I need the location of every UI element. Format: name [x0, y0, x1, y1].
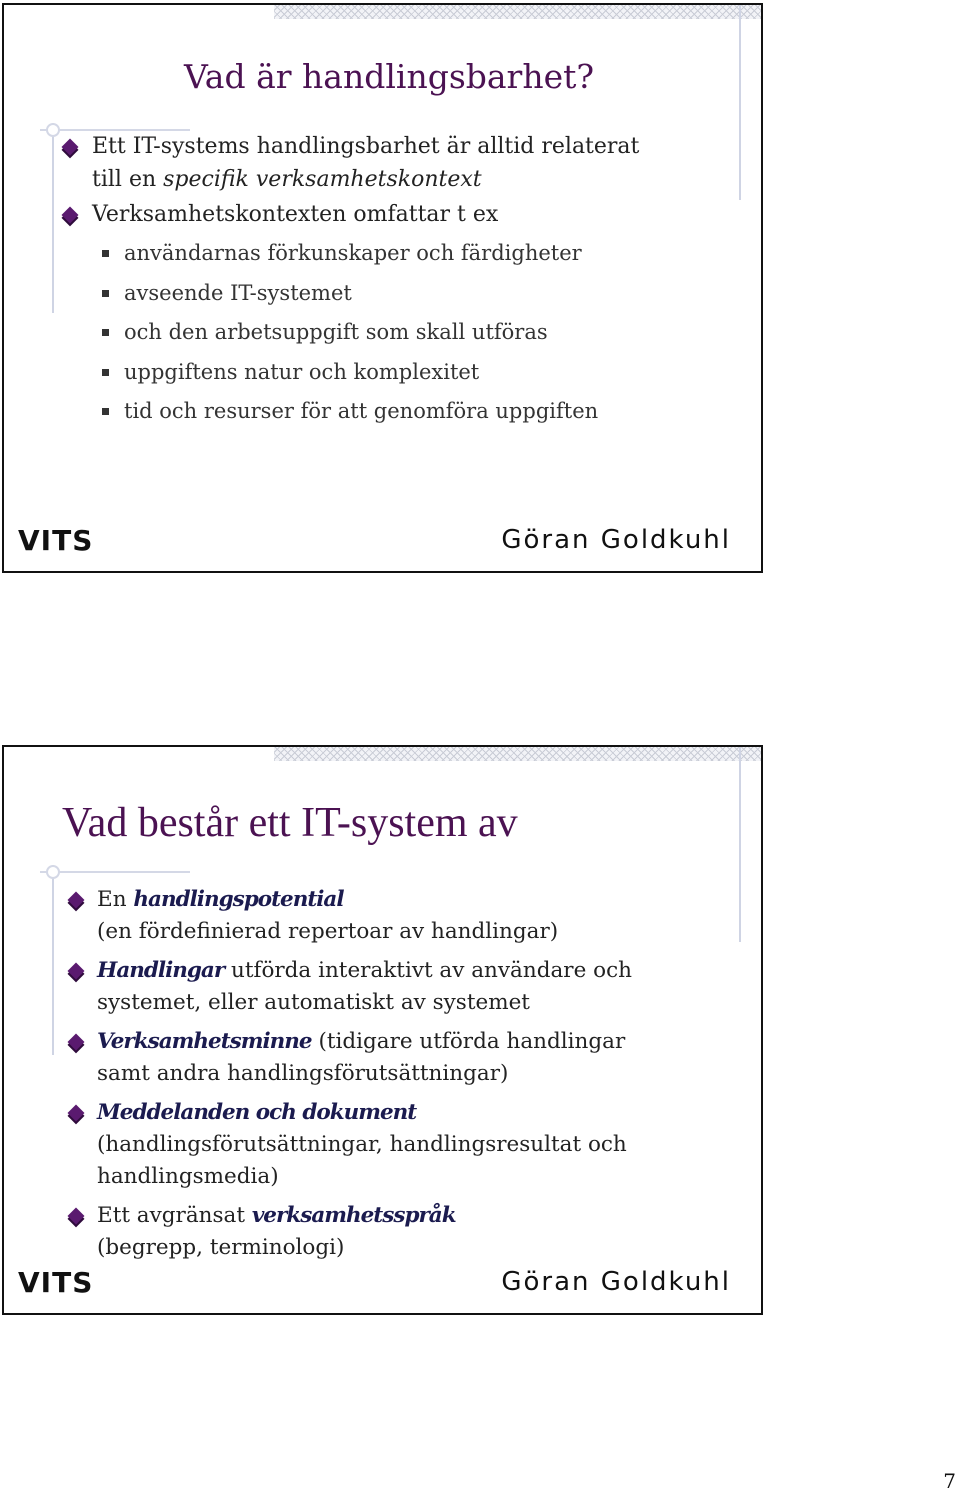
slide-1 [2, 3, 763, 573]
bullet-item [70, 1200, 750, 1264]
diamond-bullet-icon [62, 207, 79, 224]
bullet-item [64, 196, 744, 234]
diamond-bullet-icon [68, 892, 85, 909]
bullet-emphasis: Handlingar [97, 958, 225, 983]
sub-bullet-text: uppgiftens natur och komplexitet [124, 359, 480, 384]
diamond-bullet-icon [68, 1208, 85, 1225]
slide-body [70, 884, 750, 1271]
bullet-emphasis: verksamhetsspråk [251, 1203, 456, 1228]
bullet-text: samt andra handlingsförutsättningar) [97, 1061, 509, 1086]
bullet-text: Ett avgränsat [97, 1203, 252, 1228]
vits-logo: VITS [18, 1266, 94, 1299]
square-bullet-icon [102, 329, 109, 336]
sub-bullet-item [64, 274, 744, 314]
diamond-bullet-icon [68, 963, 85, 980]
diamond-bullet-icon [68, 1034, 85, 1051]
bullet-emphasis: Meddelanden och dokument [97, 1100, 417, 1125]
sub-bullet-item [64, 353, 744, 393]
bullet-item [64, 130, 744, 196]
bullet-text: Ett IT-systems handlingsbarhet är alltid relaterat [92, 134, 640, 159]
decor-ring [46, 123, 60, 137]
bullet-text: (handlingsförutsättningar, handlingsresultat och [97, 1132, 627, 1157]
bullet-text: systemet, eller automatiskt av systemet [97, 990, 530, 1015]
bullet-item [70, 884, 750, 948]
decor-line-vertical-left [52, 123, 54, 313]
decor-line-vertical-left [52, 865, 54, 1055]
sub-bullet-text: tid och resurser för att genomföra uppgiften [124, 399, 599, 423]
sub-bullet-text: avseende IT-systemet [124, 280, 352, 305]
bullet-item [70, 955, 750, 1019]
sub-bullet-item [64, 234, 744, 274]
decor-line-horizontal [40, 871, 190, 873]
vits-logo: VITS [18, 524, 94, 557]
bullet-item [70, 1026, 750, 1090]
sub-bullet-item [64, 392, 744, 432]
author-name: Göran Goldkuhl [501, 525, 731, 555]
square-bullet-icon [102, 408, 109, 415]
bullet-emphasis: handlingspotential [133, 887, 344, 912]
bullet-text: (begrepp, terminologi) [97, 1235, 345, 1260]
bullet-text: (en fördefinierad repertoar av handlingar) [97, 919, 559, 944]
bullet-text: (tidigare utförda handlingar [311, 1029, 626, 1054]
slide-body [64, 130, 744, 432]
author-name: Göran Goldkuhl [501, 1267, 731, 1297]
bullet-text: utförda interaktivt av användare och [224, 958, 632, 983]
bullet-text: Verksamhetskontexten omfattar t ex [92, 202, 499, 227]
bullet-text: till en [92, 167, 164, 192]
diamond-bullet-icon [62, 139, 79, 156]
bullet-text: handlingsmedia) [97, 1164, 279, 1189]
header-pattern [274, 747, 761, 761]
bullet-emphasis: specifik verksamhetskontext [163, 167, 482, 192]
decor-ring [46, 865, 60, 879]
bullet-emphasis: Verksamhetsminne [97, 1029, 312, 1054]
sub-bullet-text: och den arbetsuppgift som skall utföras [124, 320, 548, 344]
slide-title: Vad är handlingsbarhet? [184, 57, 595, 96]
slide-title: Vad består ett IT-system av [62, 800, 518, 846]
sub-bullet-text: användarnas förkunskaper och färdigheter [124, 241, 582, 265]
square-bullet-icon [102, 290, 109, 297]
diamond-bullet-icon [68, 1105, 85, 1122]
sub-bullet-item [64, 313, 744, 353]
slide-2 [2, 745, 763, 1315]
square-bullet-icon [102, 250, 109, 257]
bullet-item [70, 1097, 750, 1193]
page-number: 7 [943, 1469, 956, 1493]
bullet-text: En [97, 887, 134, 912]
header-pattern [274, 5, 761, 19]
square-bullet-icon [102, 369, 109, 376]
